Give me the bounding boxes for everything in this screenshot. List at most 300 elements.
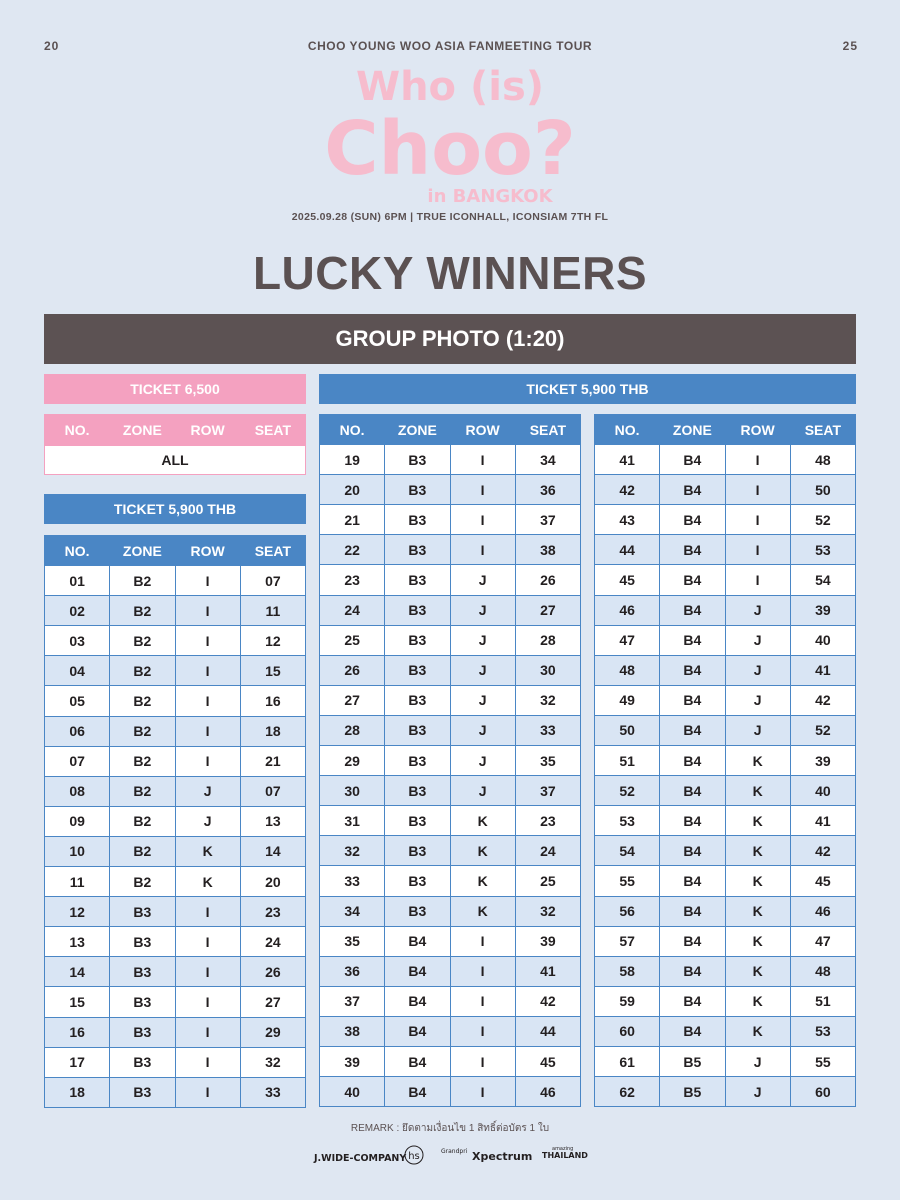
cell-seat: 34	[515, 445, 580, 475]
cell-seat: 30	[515, 655, 580, 685]
col-no: NO.	[320, 415, 385, 445]
cell-row: J	[725, 625, 790, 655]
table-row	[320, 956, 581, 986]
cell-zone: B2	[110, 626, 175, 656]
table-row	[595, 896, 856, 926]
table-row	[320, 746, 581, 776]
cell-zone: B2	[110, 566, 175, 596]
table-row	[320, 655, 581, 685]
cell-no: 58	[595, 956, 660, 986]
cell-no: 08	[45, 776, 110, 806]
cell-zone: B4	[660, 776, 725, 806]
cell-no: 31	[320, 806, 385, 836]
cell-seat: 29	[240, 1017, 305, 1047]
cell-seat: 26	[240, 957, 305, 987]
cell-seat: 36	[515, 475, 580, 505]
cell-row: K	[450, 836, 515, 866]
cell-row: I	[450, 956, 515, 986]
cell-seat: 50	[790, 475, 855, 505]
cell-seat: 33	[240, 1077, 305, 1107]
cell-no: 42	[595, 475, 660, 505]
cell-row: I	[450, 475, 515, 505]
table-row	[45, 746, 306, 776]
table-row	[320, 806, 581, 836]
cell-seat: 16	[240, 686, 305, 716]
ticket-6500-all: ALL	[44, 445, 306, 475]
table-row	[595, 625, 856, 655]
cell-zone: B4	[660, 806, 725, 836]
cell-row: J	[450, 595, 515, 625]
table-row	[45, 806, 306, 836]
table-row	[320, 896, 581, 926]
cell-seat: 40	[790, 776, 855, 806]
svg-text:Who (is): Who (is)	[355, 64, 545, 110]
cell-no: 05	[45, 686, 110, 716]
cell-row: J	[725, 595, 790, 625]
cell-seat: 32	[240, 1047, 305, 1077]
col-zone: ZONE	[660, 415, 725, 445]
cell-row: I	[175, 987, 240, 1017]
cell-zone: B3	[385, 746, 450, 776]
cell-seat: 48	[790, 445, 855, 475]
cell-seat: 52	[790, 505, 855, 535]
cell-zone: B3	[385, 806, 450, 836]
cell-no: 32	[320, 836, 385, 866]
cell-seat: 41	[790, 655, 855, 685]
cell-seat: 45	[515, 1046, 580, 1076]
table-row	[595, 685, 856, 715]
col-row: ROW	[175, 415, 240, 445]
ticket-5900-label-left: TICKET 5,900 THB	[44, 494, 306, 524]
cell-row: I	[175, 566, 240, 596]
cell-no: 48	[595, 655, 660, 685]
cell-row: I	[175, 716, 240, 746]
col-zone: ZONE	[110, 536, 175, 566]
table-row	[320, 986, 581, 1016]
cell-zone: B3	[385, 655, 450, 685]
cell-no: 54	[595, 836, 660, 866]
cell-row: I	[175, 1017, 240, 1047]
cell-row: K	[725, 956, 790, 986]
cell-no: 52	[595, 776, 660, 806]
cell-row: J	[725, 685, 790, 715]
table-row	[595, 535, 856, 565]
cell-seat: 13	[240, 806, 305, 836]
table-row	[595, 1016, 856, 1046]
sponsor-xpectrum-logo: Xpectrum	[472, 1150, 533, 1163]
table-row	[320, 595, 581, 625]
cell-no: 24	[320, 595, 385, 625]
cell-seat: 23	[240, 897, 305, 927]
cell-row: K	[725, 806, 790, 836]
cell-zone: B3	[385, 535, 450, 565]
col-row: ROW	[725, 415, 790, 445]
table-row	[595, 595, 856, 625]
col-zone: ZONE	[110, 415, 175, 445]
cell-zone: B3	[110, 1077, 175, 1107]
ticket-6500-header	[44, 414, 306, 445]
cell-row: K	[450, 806, 515, 836]
table-row	[320, 926, 581, 956]
cell-zone: B4	[385, 926, 450, 956]
cell-seat: 26	[515, 565, 580, 595]
cell-row: J	[450, 776, 515, 806]
cell-row: I	[725, 445, 790, 475]
cell-seat: 40	[790, 625, 855, 655]
cell-row: I	[725, 505, 790, 535]
cell-seat: 32	[515, 896, 580, 926]
cell-no: 51	[595, 746, 660, 776]
cell-no: 53	[595, 806, 660, 836]
cell-seat: 48	[790, 956, 855, 986]
cell-zone: B3	[385, 776, 450, 806]
cell-zone: B4	[660, 655, 725, 685]
cell-no: 22	[320, 535, 385, 565]
table-row	[595, 1046, 856, 1076]
col-row: ROW	[450, 415, 515, 445]
cell-row: K	[450, 896, 515, 926]
cell-zone: B4	[660, 565, 725, 595]
cell-seat: 11	[240, 596, 305, 626]
cell-no: 15	[45, 987, 110, 1017]
cell-no: 50	[595, 715, 660, 745]
table-row	[595, 986, 856, 1016]
table-row	[45, 716, 306, 746]
col-seat: SEAT	[790, 415, 855, 445]
cell-no: 60	[595, 1016, 660, 1046]
table-row	[320, 565, 581, 595]
cell-row: I	[175, 686, 240, 716]
cell-no: 27	[320, 685, 385, 715]
cell-no: 28	[320, 715, 385, 745]
table-row	[320, 685, 581, 715]
cell-no: 43	[595, 505, 660, 535]
cell-no: 23	[320, 565, 385, 595]
cell-row: J	[725, 715, 790, 745]
cell-row: J	[175, 806, 240, 836]
cell-row: I	[450, 535, 515, 565]
table-row	[595, 655, 856, 685]
cell-zone: B3	[385, 836, 450, 866]
page-title: LUCKY WINNERS	[252, 247, 648, 299]
cell-no: 20	[320, 475, 385, 505]
winners-table-2	[319, 414, 581, 1107]
cell-no: 55	[595, 866, 660, 896]
cell-no: 59	[595, 986, 660, 1016]
cell-row: I	[175, 626, 240, 656]
table-row	[45, 776, 306, 806]
cell-zone: B4	[660, 866, 725, 896]
table-row	[45, 836, 306, 866]
cell-zone: B4	[660, 956, 725, 986]
cell-row: J	[450, 565, 515, 595]
cell-seat: 07	[240, 566, 305, 596]
cell-zone: B4	[660, 505, 725, 535]
cell-no: 38	[320, 1016, 385, 1046]
cell-seat: 51	[790, 986, 855, 1016]
sponsor-logos	[300, 1141, 600, 1171]
cell-seat: 37	[515, 776, 580, 806]
cell-no: 49	[595, 685, 660, 715]
cell-zone: B3	[385, 505, 450, 535]
cell-seat: 12	[240, 626, 305, 656]
cell-no: 40	[320, 1077, 385, 1107]
cell-seat: 46	[790, 896, 855, 926]
cell-seat: 27	[240, 987, 305, 1017]
cell-row: J	[725, 1046, 790, 1076]
cell-no: 02	[45, 596, 110, 626]
col-no: NO.	[45, 536, 110, 566]
cell-seat: 20	[240, 867, 305, 897]
table-row	[595, 746, 856, 776]
cell-zone: B2	[110, 746, 175, 776]
cell-row: I	[175, 656, 240, 686]
cell-row: I	[175, 897, 240, 927]
cell-zone: B2	[110, 836, 175, 866]
event-info: 2025.09.28 (SUN) 6PM | TRUE ICONHALL, ICONSIAM 7TH FL	[291, 211, 609, 223]
cell-seat: 53	[790, 535, 855, 565]
cell-row: I	[725, 475, 790, 505]
cell-no: 06	[45, 716, 110, 746]
table-row	[595, 715, 856, 745]
cell-zone: B4	[660, 625, 725, 655]
cell-row: I	[450, 505, 515, 535]
cell-seat: 39	[790, 746, 855, 776]
cell-seat: 47	[790, 926, 855, 956]
cell-no: 61	[595, 1046, 660, 1076]
cell-zone: B3	[385, 475, 450, 505]
cell-no: 33	[320, 866, 385, 896]
cell-zone: B3	[385, 866, 450, 896]
year-left: 20	[44, 39, 60, 53]
cell-seat: 24	[240, 927, 305, 957]
cell-zone: B2	[110, 596, 175, 626]
cell-row: J	[725, 655, 790, 685]
cell-zone: B4	[660, 896, 725, 926]
cell-seat: 41	[790, 806, 855, 836]
cell-no: 16	[45, 1017, 110, 1047]
cell-row: J	[450, 746, 515, 776]
svg-text:hs: hs	[408, 1151, 420, 1162]
cell-no: 29	[320, 746, 385, 776]
cell-zone: B4	[660, 986, 725, 1016]
cell-no: 14	[45, 957, 110, 987]
cell-zone: B3	[110, 1047, 175, 1077]
ticket-5900-label-right: TICKET 5,900 THB	[319, 374, 856, 404]
cell-zone: B3	[385, 565, 450, 595]
table-row	[320, 1077, 581, 1107]
cell-zone: B4	[660, 1016, 725, 1046]
cell-zone: B4	[660, 836, 725, 866]
table-row	[320, 445, 581, 475]
cell-zone: B4	[385, 1077, 450, 1107]
col-zone: ZONE	[385, 415, 450, 445]
winners-table-1	[44, 535, 306, 1108]
table-row	[45, 1077, 306, 1107]
cell-seat: 15	[240, 656, 305, 686]
cell-seat: 32	[515, 685, 580, 715]
table-row	[45, 897, 306, 927]
cell-row: K	[175, 867, 240, 897]
cell-row: K	[725, 926, 790, 956]
table-row	[320, 776, 581, 806]
cell-seat: 42	[515, 986, 580, 1016]
cell-no: 36	[320, 956, 385, 986]
cell-seat: 37	[515, 505, 580, 535]
cell-row: I	[450, 1046, 515, 1076]
cell-zone: B4	[385, 956, 450, 986]
cell-zone: B4	[385, 1016, 450, 1046]
col-no: NO.	[595, 415, 660, 445]
cell-row: K	[725, 1016, 790, 1046]
table-row	[45, 987, 306, 1017]
year-right: 25	[842, 39, 858, 53]
svg-text:in BANGKOK: in BANGKOK	[427, 186, 553, 207]
col-seat: SEAT	[515, 415, 580, 445]
cell-seat: 27	[515, 595, 580, 625]
svg-text:Grandpri: Grandpri	[441, 1148, 468, 1155]
cell-row: I	[450, 1077, 515, 1107]
cell-seat: 52	[790, 715, 855, 745]
cell-seat: 60	[790, 1077, 855, 1107]
cell-seat: 53	[790, 1016, 855, 1046]
cell-seat: 41	[515, 956, 580, 986]
sponsor-thailand-logo: THAILAND	[542, 1151, 588, 1160]
cell-no: 25	[320, 625, 385, 655]
cell-row: I	[450, 926, 515, 956]
event-logo	[300, 62, 600, 210]
cell-no: 17	[45, 1047, 110, 1077]
cell-no: 56	[595, 896, 660, 926]
cell-zone: B3	[385, 715, 450, 745]
cell-no: 44	[595, 535, 660, 565]
table-row	[45, 686, 306, 716]
cell-zone: B2	[110, 776, 175, 806]
cell-zone: B3	[110, 987, 175, 1017]
cell-no: 35	[320, 926, 385, 956]
cell-seat: 07	[240, 776, 305, 806]
svg-text:amazing: amazing	[552, 1146, 574, 1152]
cell-seat: 23	[515, 806, 580, 836]
cell-no: 47	[595, 625, 660, 655]
cell-row: K	[725, 776, 790, 806]
cell-zone: B3	[385, 896, 450, 926]
table-row	[595, 445, 856, 475]
cell-zone: B4	[660, 475, 725, 505]
table-row	[45, 867, 306, 897]
table-row	[595, 475, 856, 505]
cell-zone: B3	[385, 595, 450, 625]
cell-no: 39	[320, 1046, 385, 1076]
cell-row: I	[175, 927, 240, 957]
cell-zone: B2	[110, 686, 175, 716]
cell-zone: B3	[385, 445, 450, 475]
cell-zone: B4	[660, 445, 725, 475]
table-row	[45, 566, 306, 596]
table-row	[595, 505, 856, 535]
table-row	[45, 927, 306, 957]
cell-no: 04	[45, 656, 110, 686]
cell-zone: B3	[110, 957, 175, 987]
table-row	[45, 626, 306, 656]
cell-no: 57	[595, 926, 660, 956]
cell-row: J	[175, 776, 240, 806]
cell-seat: 42	[790, 685, 855, 715]
table-row	[595, 565, 856, 595]
cell-no: 07	[45, 746, 110, 776]
table-row	[595, 776, 856, 806]
cell-row: I	[450, 1016, 515, 1046]
cell-seat: 39	[790, 595, 855, 625]
cell-no: 45	[595, 565, 660, 595]
cell-seat: 45	[790, 866, 855, 896]
remark: REMARK : ยึดตามเงื่อนไข 1 สิทธิ์ต่อบัตร 1 ใบ	[350, 1123, 550, 1134]
col-seat: SEAT	[240, 536, 305, 566]
cell-row: I	[175, 1077, 240, 1107]
cell-row: I	[725, 535, 790, 565]
cell-no: 03	[45, 626, 110, 656]
cell-row: I	[175, 746, 240, 776]
cell-row: J	[450, 625, 515, 655]
cell-seat: 38	[515, 535, 580, 565]
sponsor-jwide-logo: J.WIDE-COMPANY	[314, 1153, 407, 1164]
table-row	[45, 957, 306, 987]
table-row	[595, 926, 856, 956]
table-row	[595, 1077, 856, 1107]
cell-no: 13	[45, 927, 110, 957]
table-row	[595, 836, 856, 866]
cell-row: K	[725, 836, 790, 866]
cell-no: 46	[595, 595, 660, 625]
cell-seat: 25	[515, 866, 580, 896]
col-no: NO.	[45, 415, 110, 445]
cell-no: 19	[320, 445, 385, 475]
cell-row: J	[450, 685, 515, 715]
cell-no: 21	[320, 505, 385, 535]
cell-no: 18	[45, 1077, 110, 1107]
cell-zone: B2	[110, 806, 175, 836]
cell-row: I	[450, 445, 515, 475]
cell-zone: B4	[660, 746, 725, 776]
cell-row: I	[175, 1047, 240, 1077]
table-row	[595, 956, 856, 986]
cell-seat: 21	[240, 746, 305, 776]
cell-no: 62	[595, 1077, 660, 1107]
cell-no: 10	[45, 836, 110, 866]
cell-row: J	[725, 1077, 790, 1107]
cell-seat: 44	[515, 1016, 580, 1046]
cell-no: 37	[320, 986, 385, 1016]
table-row	[320, 1046, 581, 1076]
table-row	[320, 866, 581, 896]
cell-zone: B3	[110, 897, 175, 927]
cell-zone: B2	[110, 656, 175, 686]
cell-seat: 46	[515, 1077, 580, 1107]
cell-zone: B4	[660, 685, 725, 715]
cell-zone: B4	[385, 986, 450, 1016]
cell-seat: 39	[515, 926, 580, 956]
cell-zone: B2	[110, 716, 175, 746]
cell-seat: 33	[515, 715, 580, 745]
cell-no: 01	[45, 566, 110, 596]
cell-zone: B5	[660, 1077, 725, 1107]
table-row	[320, 535, 581, 565]
cell-zone: B4	[660, 926, 725, 956]
section-title: GROUP PHOTO (1:20)	[44, 314, 856, 364]
cell-no: 12	[45, 897, 110, 927]
table-row	[320, 1016, 581, 1046]
table-row	[320, 505, 581, 535]
